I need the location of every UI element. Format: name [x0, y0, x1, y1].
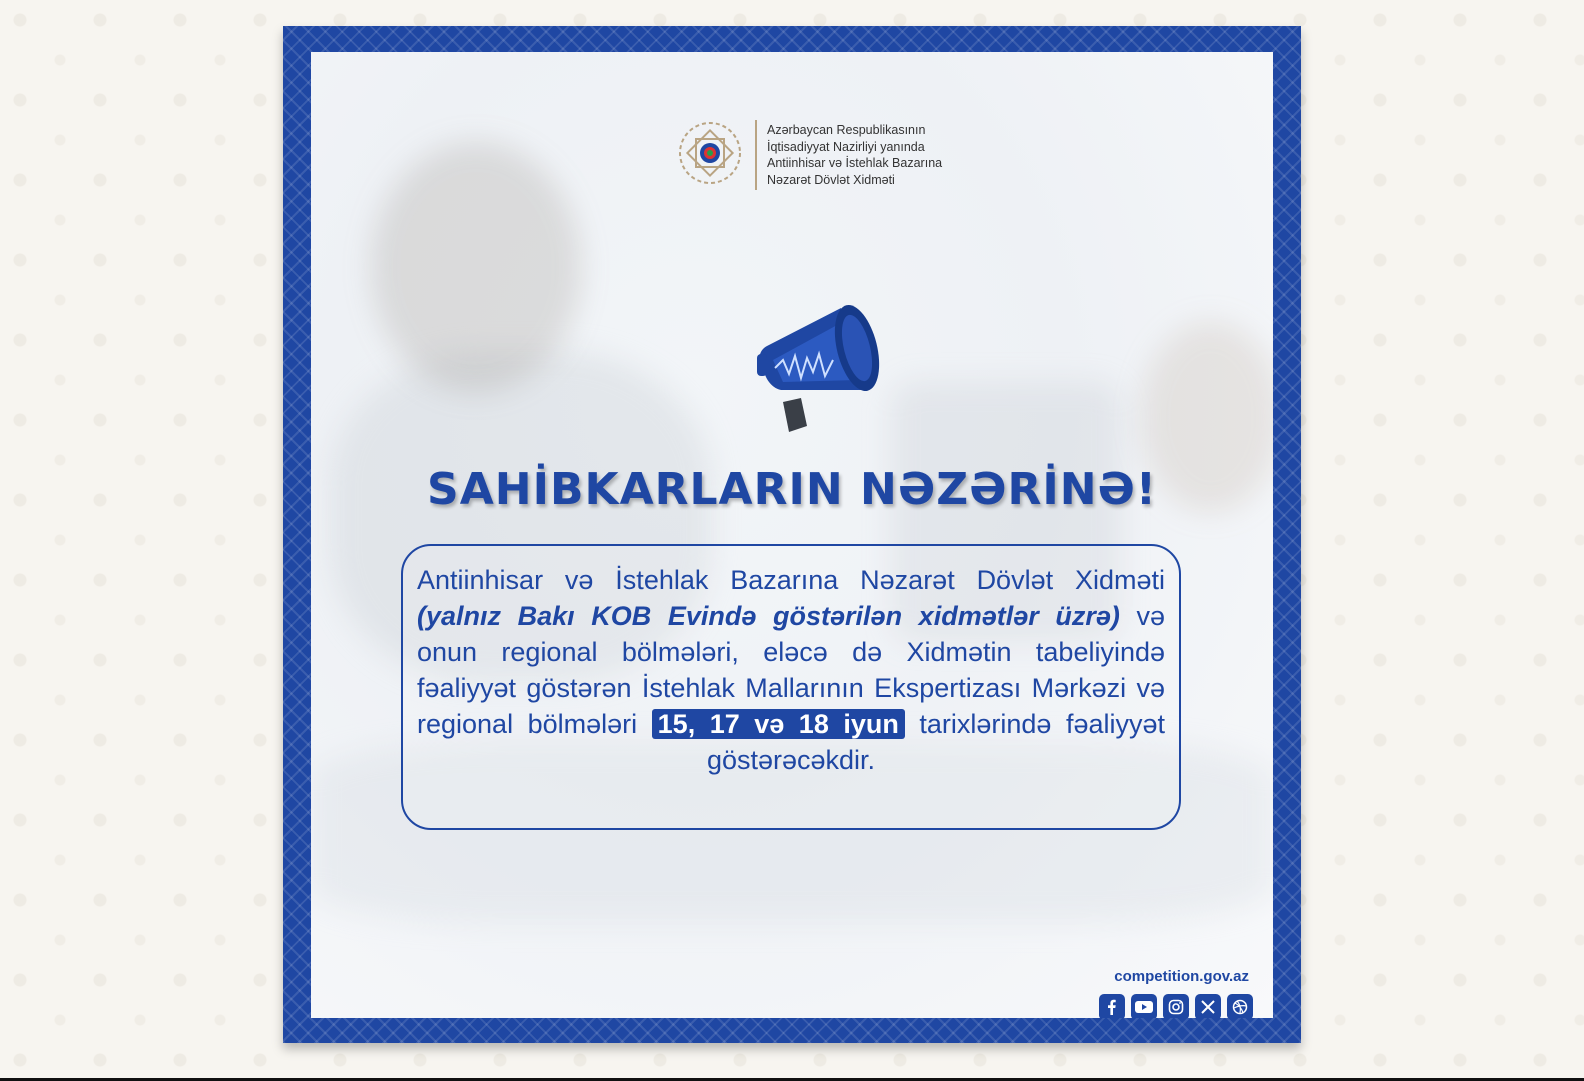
notice-box — [401, 544, 1181, 830]
notice-text: və onun regional bölmələri, eləcə də Xidmətin tabeliyində fəaliyyət göstərən İstehlak Mallarının Ekspertizası Mərkəzi və regional bölmələri — [417, 601, 1165, 739]
website-link[interactable]: competition.gov.az — [1114, 968, 1249, 985]
social-links — [1099, 994, 1253, 1018]
emblem-icon — [677, 120, 743, 186]
notice-text: tarixlərində fəaliyyət göstərəcəkdir. — [706, 709, 1165, 775]
logo-line: Antiinhisar və İstehlak Bazarına — [767, 156, 943, 170]
headline: SAHİBKARLARIN NƏZƏRİNƏ! — [427, 464, 1157, 515]
megaphone-icon — [753, 294, 889, 436]
youtube-icon[interactable] — [1131, 994, 1157, 1018]
facebook-icon[interactable] — [1099, 994, 1125, 1018]
background-photo-head — [371, 142, 581, 392]
notice-text: Antiinhisar və İstehlak Bazarına Nəzarət Dövlət Xidməti — [417, 565, 1165, 595]
logo-line: Azərbaycan Respublikasının — [767, 123, 926, 137]
agency-logo — [677, 120, 977, 192]
announcement-card — [283, 26, 1301, 1043]
x-icon[interactable] — [1195, 994, 1221, 1018]
logo-divider — [755, 120, 757, 190]
dates-highlight: 15, 17 və 18 iyun — [652, 709, 905, 739]
dribbble-icon[interactable] — [1227, 994, 1253, 1018]
card-content — [311, 52, 1273, 1018]
logo-line: İqtisadiyyat Nazirliyi yanında — [767, 139, 925, 154]
notice-italic-text: (yalnız Bakı KOB Evində göstərilən xidmətlər üzrə) — [417, 601, 1120, 631]
logo-line: Nəzarət Dövlət Xidməti — [767, 172, 895, 187]
instagram-icon[interactable] — [1163, 994, 1189, 1018]
logo-text — [767, 122, 987, 188]
